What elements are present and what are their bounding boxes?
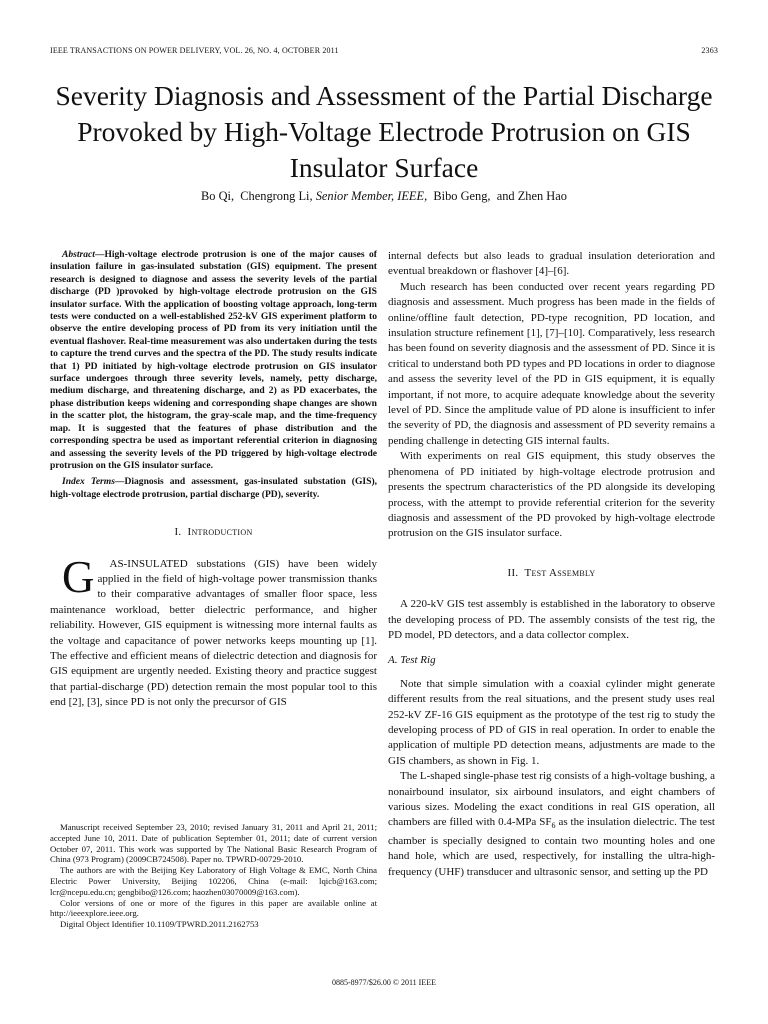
right-column [388,249,715,880]
author-2-role: Senior Member, IEEE, [315,189,428,203]
paragraph-simulation: Note that simple simulation with a coaxial cylinder might generate different results from the real situations, and the present study uses real 252-kV ZF-16 GIS equipment as the prototype of the test rig to study the developing process of PD of GIS in real operation. In order to enable the application of multiple PD detection means, adjustments are made to the GIS chambers, as shown in Fig. 1. [388,677,715,767]
paper-title: Severity Diagnosis and Assessment of the Partial Discharge Provoked by High-Voltage Electrode Protrusion on GIS Insulator Surface [55,80,713,183]
continued-paragraph: internal defects but also leads to gradual insulation deterioration and eventual breakdown or flashover [4]–[6]. [388,250,715,278]
section-heading-introduction [50,525,377,540]
copyright-footer: 0885-8977/$26.00 © 2011 IEEE [332,978,436,987]
footnote-affiliation: The authors are with the Beijing Key Laboratory of High Voltage & EMC, North China Electric Power University, Beijing 102206, China (e-mail: lqicb@163.com; lcr@ncepu.edu.cn; gengbibo@126.com; haozhen03070009@163.com). [50,865,377,897]
paragraph-test-rig-b: as the insulation dielectric. The test chamber is specially designed to contain two mounting holes and one hand hole, which are used, respectively, for installing the ultra-high-frequency (UHF) transducer and ultrasonic sensor, and setting up the PD [388,816,715,878]
footnote-doi: Digital Object Identifier 10.1109/TPWRD.2011.2162753 [60,919,259,930]
author-1: Bo Qi, [201,189,235,203]
paragraph-assembly: A 220-kV GIS test assembly is established in the laboratory to observe the developing process of PD. The assembly consists of the test rig, the PD model, PD detectors, and a data collector complex. [388,598,715,641]
author-4-prefix: and [496,189,515,203]
footnote-manuscript: Manuscript received September 23, 2010; revised January 31, 2011 and April 21, 2011; accepted June 10, 2011. Date of publication September 01, 2011; date of current version October 07, 2011. This work was supported by The National Basic Research Program of China (973 Program) (2009CB724508). Paper no. TPWRD-00729-2010. [50,822,377,865]
subsection-test-rig: A. Test Rig [388,654,436,667]
index-terms-lead: Index Terms [62,476,115,488]
author-list [40,189,728,204]
author-2: Chengrong Li, [240,189,313,203]
section-title: Introduction [187,526,253,539]
footnotes [50,822,377,930]
paragraph-research: Much research has been conducted over recent years regarding PD diagnosis and assessment. Much progress has been made in the fields of online/offline fault detection, PD-type recognition, PD location, and insulation structure refinement [1], [7]–[10]. Comparatively, less research has been found on severity diagnosis and the assessment of PD. Since it is critical to understand both PD types and PD locations in order to diagnose and assess the severity level of the PD in GIS equipment, it is equally important, if not more, to acquire adequate knowledge about the severity level of PD. Since the amplitude value of PD alone is insufficient to infer the severity of PD, the diagnosis and assessment of PD severity remains a pending challenge in detecting GIS internal faults. [388,280,715,447]
journal-header: IEEE TRANSACTIONS ON POWER DELIVERY, VOL. 26, NO. 4, OCTOBER 2011 [50,46,339,55]
drop-cap: G [62,551,95,602]
sf6-subscript: 6 [551,821,556,831]
intro-first-word: AS-INSULATED [109,557,188,570]
section-heading-test-assembly [388,566,715,581]
paragraph-test-rig-a: The L-shaped single-phase test rig consists of a high-voltage bushing, a nonairbound insulator, six airbound insulators, and eight chambers of various sizes. Modeling the exact conditions in real GIS operation, all chambers are filled with 0.4-MPa SF [388,770,715,829]
abstract [50,249,377,472]
footnote-color: Color versions of one or more of the figures in this paper are available online at http://ieeexplore.ieee.org. [50,897,377,919]
page-number: 2363 [701,46,718,55]
section-number: I. [174,526,182,539]
author-3: Bibo Geng, [433,189,491,203]
intro-text: substations (GIS) have been widely applied in the field of high-voltage power transmission thanks to their comparative advantages of smaller floor space, less maintenance workload, better dielectric performance, and higher reliability. However, GIS equipment is witnessing more internal faults as the voltage and capacitance of power networks keeps mounting up [1]. The effective and efficient means of dielectric detection and diagnosis for GIS equipment are urgently needed. Existing theory and practice suggest that partial-discharge (PD) detection remain the most popular tool to this end [2], [3], since PD is not only the precursor of GIS [50,557,377,709]
left-column [50,249,377,711]
intro-paragraph [50,551,377,711]
index-terms-text: —Diagnosis and assessment, gas-insulated substation (GIS), high-voltage electrode protrusion, partial discharge (PD), severity. [50,476,378,500]
running-head [50,46,718,55]
section-title: Test Assembly [524,566,596,579]
paragraph-study: With experiments on real GIS equipment, this study observes the phenomena of PD initiated by high-voltage electrode protrusion and presents the spectrum characteristics of the PD alongside its developing process, with the attempt to provide referential criterion for the severity diagnosis and assessment of the PD provoked by high-voltage electrode protrusion on the GIS insulator surface. [388,450,715,540]
paragraph-test-rig [388,769,715,880]
section-number: II. [507,566,519,579]
author-4: Zhen Hao [517,189,567,203]
abstract-text: —High-voltage electrode protrusion is one of the major causes of insulation failure in gas-insulated substation (GIS) equipment. The present research is designed to diagnose and assess the severity levels of the partial discharge (PD )provoked by high-voltage electrode protrusion on the GIS insulator surface. With the application of boosting voltage approach, long-term tests were conducted on a well-established 252-kV GIS experiment platform to observe the entire developing process of PD from its very initiation until the eventual flashover. Real-time measurement was also undertaken during the tests to capture the trend curves and the spectra of the PD. The study results indicate that 1) PD initiated by high-voltage electrode protrusion on GIS insulator surface undergoes through three severity levels, namely, petty discharge, medium discharge, and threatening discharge, and 2) as PD exacerbates, the phase distribution keeps widening and corresponding shape changes are shown in the scatter plot, the histogram, the gray-scale map, and the time-frequency map. It is suggested that the features of phase distribution and the corresponding spectra be used as important referential criterion in diagnosing and assessing the severity levels of the PD triggered by high-voltage electrode protrusion on the GIS insulator surface. [50,249,377,471]
index-terms [50,476,377,501]
abstract-lead: Abstract [62,249,95,260]
